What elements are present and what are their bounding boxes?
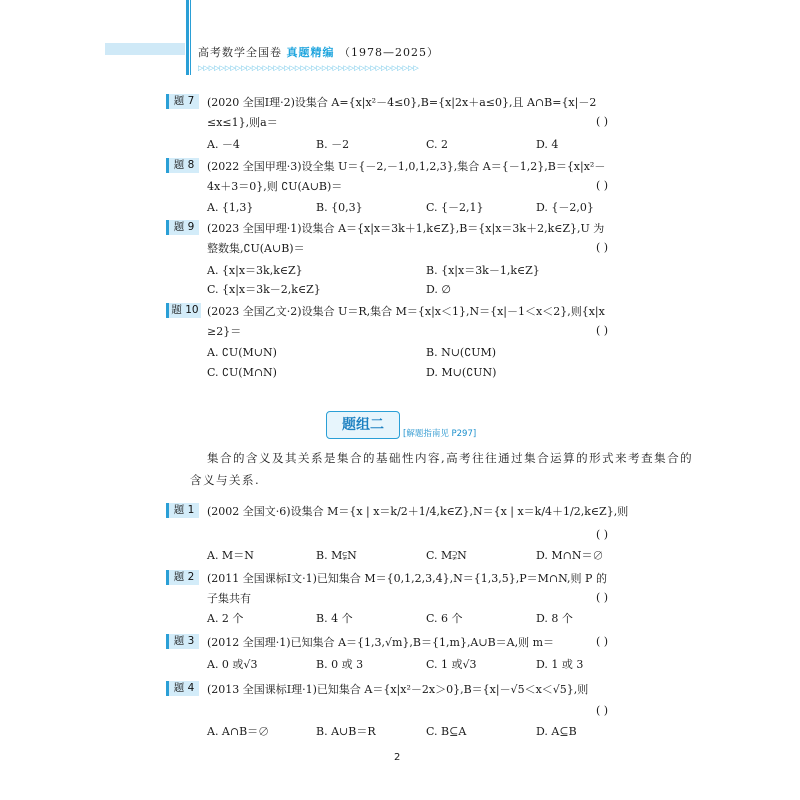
- option-d: D. {－2,0}: [536, 201, 594, 214]
- answer-paren: ( ): [596, 704, 609, 717]
- solution-guide-note: [解题指南见 P297]: [403, 429, 477, 439]
- option-b: B. {0,3}: [316, 201, 363, 214]
- option-a: A. 2 个: [207, 612, 244, 625]
- question-tag: 题 10: [166, 303, 201, 318]
- option-a: A. {x|x＝3k,k∈Z}: [207, 264, 303, 277]
- option-a: A. 0 或√3: [207, 658, 258, 671]
- answer-paren: ( ): [596, 635, 609, 648]
- option-c: C. B⊆A: [426, 725, 467, 738]
- book-title-highlight: 真题精编: [286, 46, 335, 59]
- question-text-line: (2012 全国理·1)已知集合 A＝{1,3,√m},B＝{1,m},A∪B＝A,则 m＝: [207, 636, 555, 649]
- option-a: A. ∁U(M∪N): [207, 346, 277, 359]
- question-text-line: (2023 全国甲理·1)设集合 A＝{x|x＝3k＋1,k∈Z},B＝{x|x＝3k＋2,k∈Z},U 为: [207, 222, 605, 235]
- header-arrow-row: ▷▷▷▷▷▷▷▷▷▷▷▷▷▷▷▷▷▷▷▷▷▷▷▷▷▷▷▷▷▷▷▷▷▷▷▷▷▷▷▷▷: [198, 64, 419, 72]
- answer-paren: ( ): [596, 115, 609, 128]
- option-b: B. N∪(∁UM): [426, 346, 497, 359]
- answer-paren: ( ): [596, 179, 609, 192]
- option-c: C. {－2,1}: [426, 201, 484, 214]
- header-vertical-bar-thin: [190, 0, 191, 75]
- header-vertical-bar: [186, 0, 189, 75]
- book-title-years: （1978—2025）: [339, 46, 439, 59]
- option-b: B. －2: [316, 138, 350, 151]
- option-d: D. 1 或 3: [536, 658, 584, 671]
- question-tag: 题 3: [166, 634, 199, 649]
- question-tag: 题 1: [166, 503, 199, 518]
- question-tag: 题 4: [166, 681, 199, 696]
- option-c: C. 6 个: [426, 612, 463, 625]
- book-title-prefix: 高考数学全国卷: [198, 46, 282, 59]
- option-b: B. M⫋N: [316, 549, 357, 562]
- question-text-line: (2011 全国课标Ⅰ文·1)已知集合 M＝{0,1,2,3,4},N＝{1,3,5},P＝M∩N,则 P 的: [207, 572, 607, 585]
- question-text-line: ≥2}＝: [207, 325, 242, 338]
- group-intro-line: 集合的含义及其关系是集合的基础性内容,高考往往通过集合运算的形式来考查集合的: [207, 451, 694, 465]
- answer-paren: ( ): [596, 591, 609, 604]
- question-tag: 题 8: [166, 158, 199, 173]
- option-a: A. M＝N: [207, 549, 254, 562]
- option-b: B. {x|x＝3k－1,k∈Z}: [426, 264, 540, 277]
- option-c: C. {x|x＝3k－2,k∈Z}: [207, 283, 321, 296]
- question-text-line: (2013 全国课标Ⅰ理·1)已知集合 A＝{x|x²－2x＞0},B＝{x|－√5＜x＜√5},则: [207, 683, 589, 696]
- book-title: [198, 44, 439, 60]
- option-d: D. M∩N＝∅: [536, 549, 604, 562]
- answer-paren: ( ): [596, 241, 609, 254]
- option-d: D. M∪(∁UN): [426, 366, 497, 379]
- option-b: B. A∪B＝R: [316, 725, 376, 738]
- option-d: D. 8 个: [536, 612, 573, 625]
- question-text-line: (2023 全国乙文·2)设集合 U＝R,集合 M＝{x|x＜1},N＝{x|－1＜x＜2},则{x|x: [207, 305, 605, 318]
- option-a: A. {1,3}: [207, 201, 254, 214]
- option-c: C. M⫌N: [426, 549, 467, 562]
- header-decor-band: [105, 43, 185, 55]
- option-b: B. 0 或 3: [316, 658, 364, 671]
- option-d: D. 4: [536, 138, 559, 151]
- question-tag: 题 2: [166, 570, 199, 585]
- option-d: D. ∅: [426, 283, 452, 296]
- question-text-line: 4x＋3＝0},则 ∁U(A∪B)＝: [207, 180, 343, 193]
- option-a: A. A∩B＝∅: [207, 725, 270, 738]
- option-c: C. 1 或√3: [426, 658, 477, 671]
- question-tag: 题 7: [166, 94, 199, 109]
- question-text-line: (2020 全国Ⅰ理·2)设集合 A={x|x²－4≤0},B={x|2x＋a≤0},且 A∩B={x|－2: [207, 96, 597, 109]
- option-b: B. 4 个: [316, 612, 353, 625]
- group-title: 题组二: [326, 411, 400, 439]
- question-text-line: (2022 全国甲理·3)设全集 U＝{－2,－1,0,1,2,3},集合 A＝{－1,2},B＝{x|x²－: [207, 160, 606, 173]
- question-tag: 题 9: [166, 220, 199, 235]
- question-text-line: 整数集,∁U(A∪B)＝: [207, 242, 305, 255]
- question-text-line: ≤x≤1},则a＝: [207, 116, 278, 129]
- option-c: C. 2: [426, 138, 449, 151]
- page-number: 2: [394, 752, 401, 763]
- answer-paren: ( ): [596, 324, 609, 337]
- option-c: C. ∁U(M∩N): [207, 366, 277, 379]
- question-text-line: (2002 全国文·6)设集合 M＝{x | x＝k/2＋1/4,k∈Z},N＝{x | x＝k/4＋1/2,k∈Z},则: [207, 505, 629, 518]
- answer-paren: ( ): [596, 528, 609, 541]
- option-d: D. A⊆B: [536, 725, 577, 738]
- question-text-line: 子集共有: [207, 592, 251, 605]
- option-a: A. －4: [207, 138, 240, 151]
- group-intro-line: 含义与关系.: [190, 473, 261, 487]
